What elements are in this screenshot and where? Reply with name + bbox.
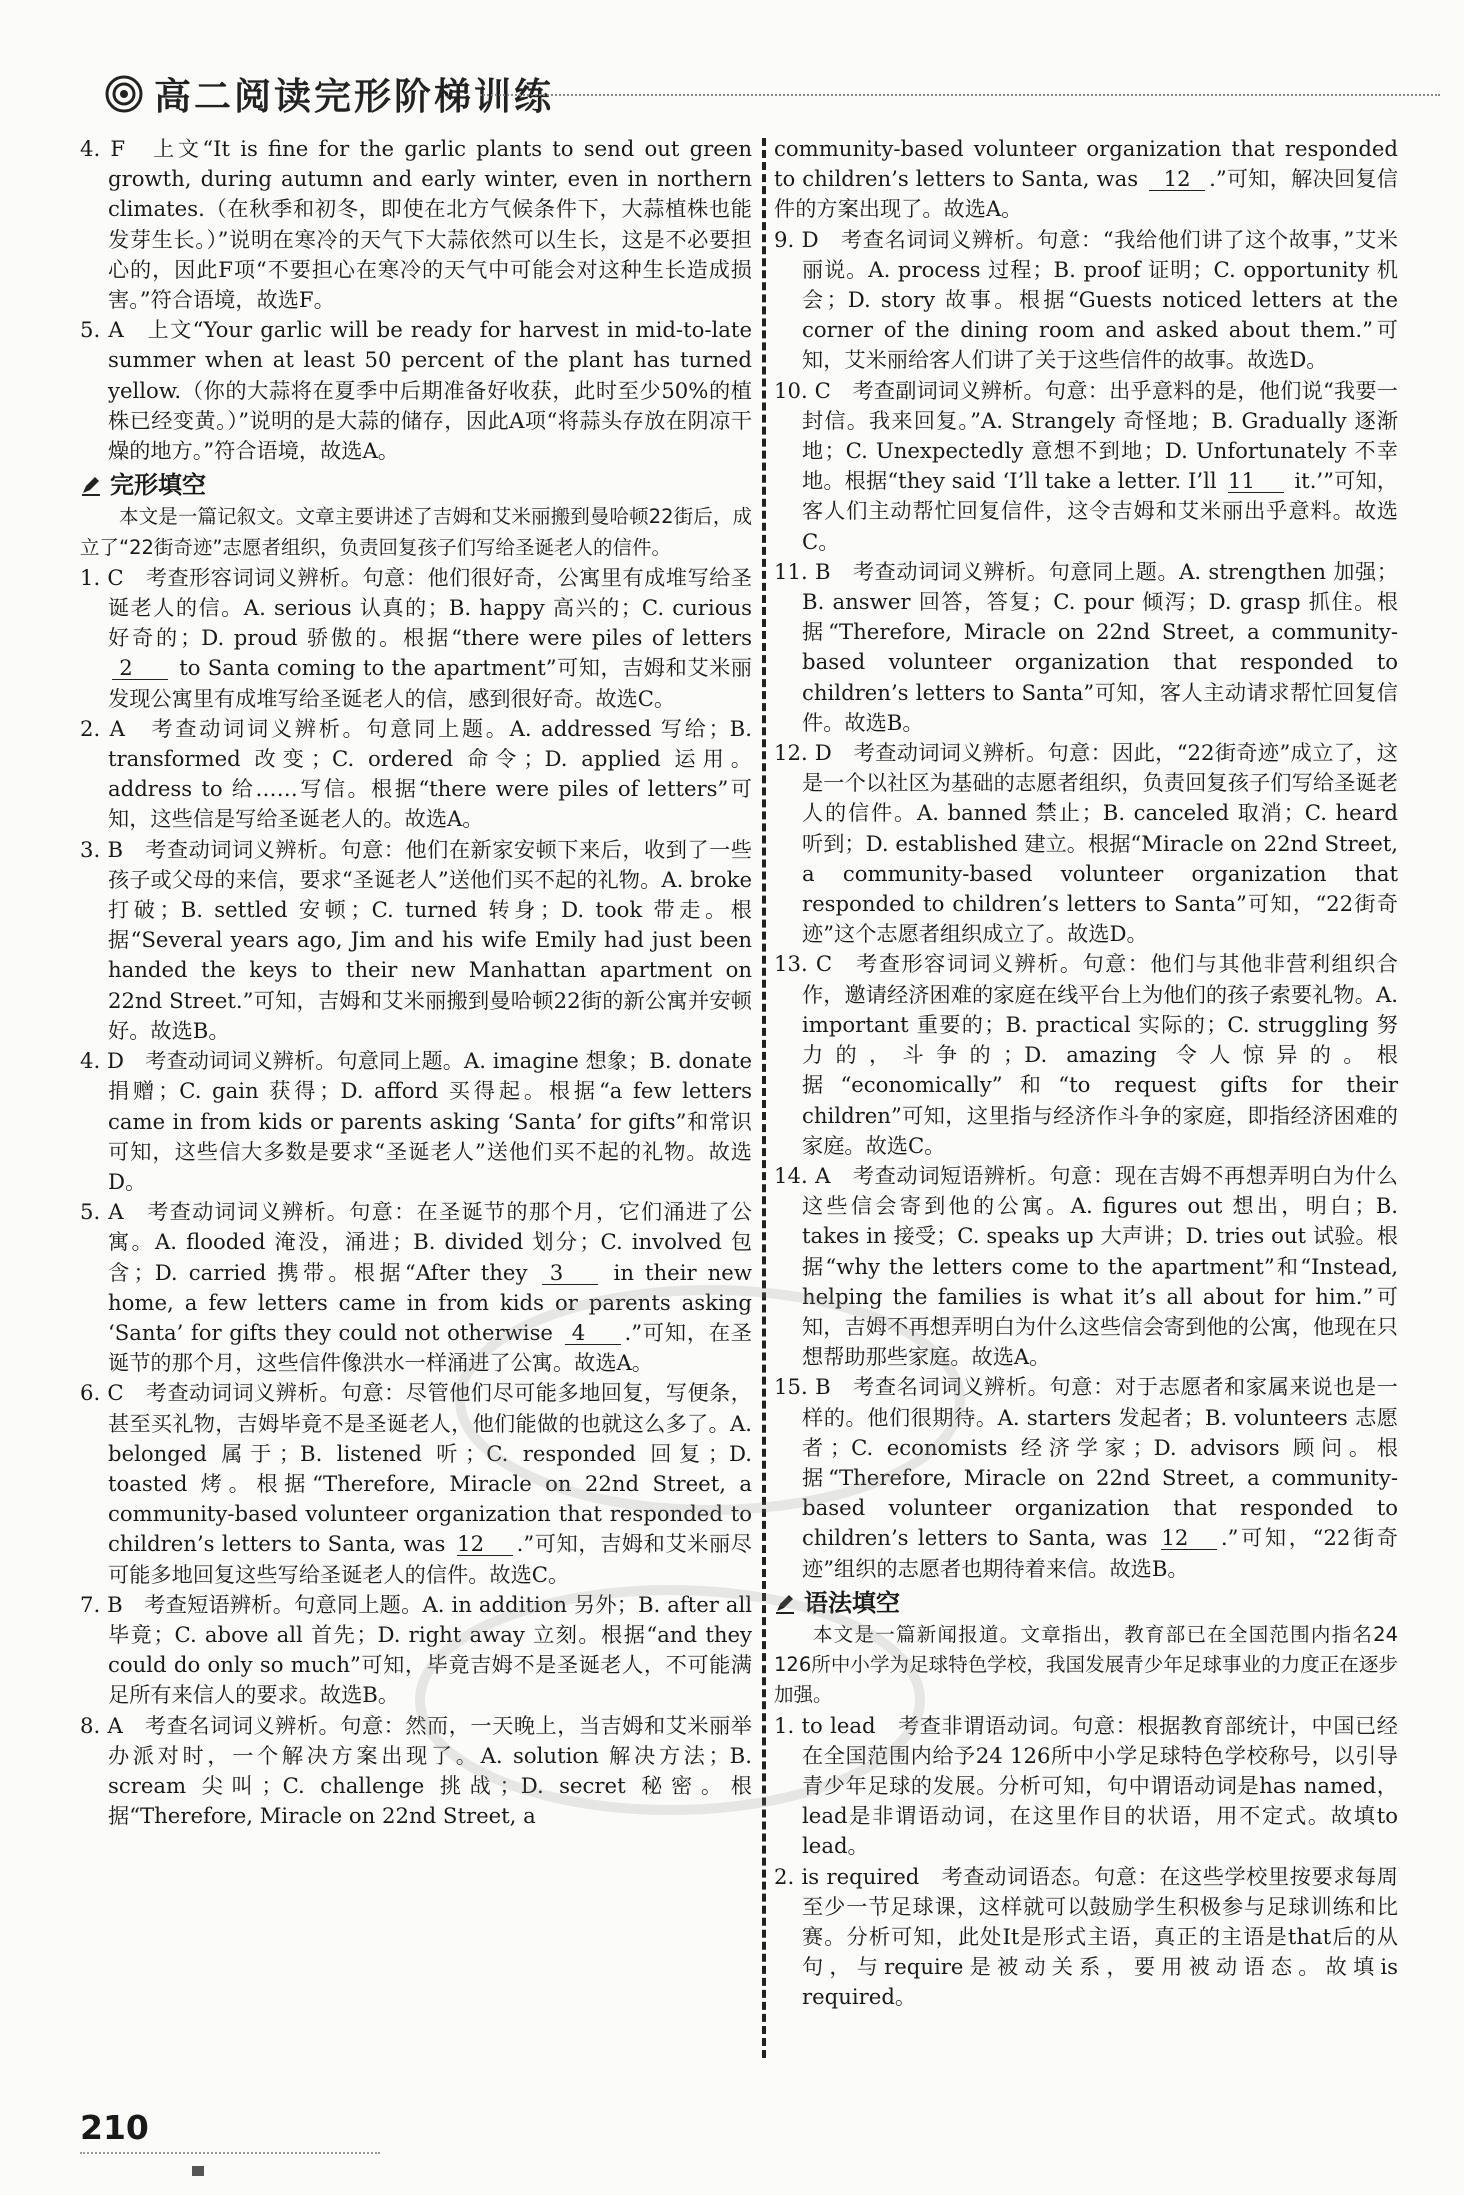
answer-explanation — [774, 1372, 1398, 1583]
answer-blank: 11 — [1228, 470, 1284, 493]
explanation-text: 7. B 考查短语辨析。句意同上题。A. in addition 另外；B. after all 毕竟；C. above all 首先；D. right away 立刻。根据“and they could do only so much”可知，毕竟吉姆不是圣诞老人，不可能满足所有来信人的要求。故选B。 — [80, 1591, 752, 1708]
answer-blank: 4 — [565, 1322, 621, 1345]
answer-blank: 3 — [542, 1262, 598, 1285]
explanation-text: 9. D 考查名词词义辨析。句意：“我给他们讲了这个故事，”艾米丽说。A. process 过程；B. proof 证明；C. opportunity 机会；D. story 故事。根据“Guests noticed letters at the corner of the dining room and asked about them.”可知，艾米丽给客人们讲了关于这些信件的故事。故选D。 — [774, 226, 1398, 373]
section-heading — [80, 470, 752, 500]
answer-explanation — [774, 134, 1398, 225]
answer-explanation — [774, 1161, 1398, 1372]
answer-explanation — [774, 738, 1398, 949]
answer-blank: 12 — [1161, 1527, 1217, 1550]
footer-square-mark — [192, 2166, 204, 2176]
explanation-text: 10. C 考查副词词义辨析。句意：出乎意料的是，他们说“我要一封信。我来回复。”A. Strangely 奇怪地；B. Gradually 逐渐地；C. Unexpectedly 意想不到地；D. Unfortunately 不幸地。根据“they said ‘I’ll take a letter. I’ll — [774, 377, 1398, 494]
explanation-text: .”可知，在圣诞节的那个月，这些信件像洪水一样涌进了公寓。故选A。 — [108, 1319, 752, 1376]
explanation-text: to Santa coming to the apartment”可知，吉姆和艾米丽发现公寓里有成堆写给圣诞老人的信，感到很好奇。故选C。 — [108, 655, 752, 711]
answer-explanation — [774, 225, 1398, 376]
answer-explanation — [80, 1378, 752, 1589]
section-heading-label: 语法填空 — [804, 1588, 900, 1617]
explanation-text: it.’”可知，客人们主动帮忙回复信件，这令吉姆和艾米丽出乎意料。故选C。 — [802, 468, 1399, 554]
book-title: 高二阅读完形阶梯训练 — [154, 75, 554, 118]
explanation-text: 3. B 考查动词词义辨析。句意：他们在新家安顿下来后，收到了一些孩子或父母的来信，要求“圣诞老人”送他们买不起的礼物。A. broke 打破；B. settled 安顿；C. turned 转身；D. took 带走。根据“Several years ago, Jim and his wife Emily had just been handed the keys to their new Manhattan apartment on 22nd Street.”可知，吉姆和艾米丽搬到曼哈顿22街的新公寓并安顿好。故选B。 — [80, 836, 752, 1043]
explanation-text: .”可知，解决回复信件的方案出现了。故选A。 — [774, 166, 1398, 222]
header-dotted-rule — [480, 94, 1440, 96]
spiral-logo-icon — [104, 74, 144, 114]
answer-explanation — [80, 134, 752, 315]
answer-blank: 12 — [1149, 168, 1205, 191]
explanation-text: 5. A 考查动词词义辨析。句意：在圣诞节的那个月，它们涌进了公寓。A. flooded 淹没，涌进；B. divided 划分；C. involved 包含；D. carried 携带。根据“After they — [80, 1199, 752, 1285]
answer-explanation — [774, 1862, 1398, 2013]
section-heading-label: 完形填空 — [110, 471, 206, 500]
explanation-text: community-based volunteer organization that responded to children’s letters to Santa, was — [774, 136, 1398, 192]
answer-explanation — [80, 835, 752, 1046]
explanation-text: .”可知，“22街奇迹”组织的志愿者也期待着来信。故选B。 — [802, 1525, 1398, 1581]
answer-explanation — [774, 557, 1398, 738]
answer-explanation — [80, 315, 752, 466]
right-column — [774, 134, 1398, 2013]
answer-blank: 12 — [457, 1533, 513, 1556]
explanation-text: .”可知，吉姆和艾米丽尽可能多地回复这些写给圣诞老人的信件。故选C。 — [108, 1531, 752, 1587]
page-header — [60, 64, 1400, 120]
explanation-text: 2. A 考查动词词义辨析。句意同上题。A. addressed 写给；B. transformed 改变；C. ordered 命令；D. applied 运用。address to 给……写信。根据“there were piles of letters”可知，这些信是写给圣诞老人的。故选A。 — [80, 715, 752, 832]
answer-explanation — [80, 714, 752, 835]
footer-dotted-rule — [80, 2152, 380, 2154]
passage-summary — [80, 502, 752, 562]
explanation-text: 15. B 考查名词词义辨析。句意：对于志愿者和家属来说也是一样的。他们很期待。A. starters 发起者；B. volunteers 志愿者；C. economists 经济学家；D. advisors 顾问。根据“Therefore, Miracle on 22nd Street, a community-based volunteer organization that responded to children’s letters to Santa, was — [774, 1374, 1398, 1551]
page-number: 210 — [80, 2108, 149, 2147]
column-divider — [762, 138, 766, 2058]
explanation-text: 8. A 考查名词词义辨析。句意：然而，一天晚上，当吉姆和艾米丽举办派对时，一个解决方案出现了。A. solution 解决方法；B. scream 尖叫；C. challenge 挑战；D. secret 秘密。根据“Therefore, Miracle on 22nd Street, a — [80, 1712, 752, 1829]
answer-explanation — [80, 1197, 752, 1378]
explanation-text: 13. C 考查形容词词义辨析。句意：他们与其他非营利组织合作，邀请经济困难的家庭在线平台上为他们的孩子索要礼物。A. important 重要的；B. practical 实际的；C. struggling 努力的，斗争的；D. amazing 令人惊异的。根据“economically”和“to request gifts for their children”可知，这里指与经济作斗争的家庭，即指经济困难的家庭。故选C。 — [774, 951, 1398, 1158]
answer-blank: 2 — [112, 657, 168, 680]
left-column — [80, 134, 752, 1831]
explanation-text: 4. D 考查动词词义辨析。句意同上题。A. imagine 想象；B. donate 捐赠；C. gain 获得；D. afford 买得起。根据“a few letters came in from kids or parents asking ‘Santa’ for gifts”和常识可知，这些信大多数是要求“圣诞老人”送他们买不起的礼物。故选D。 — [80, 1048, 752, 1194]
answer-explanation — [80, 563, 752, 714]
explanation-text: 1. C 考查形容词词义辨析。句意：他们很好奇，公寓里有成堆写给圣诞老人的信。A. serious 认真的；B. happy 高兴的；C. curious 好奇的；D. proud 骄傲的。根据“there were piles of letters — [80, 564, 752, 651]
passage-summary — [774, 1620, 1398, 1711]
pen-icon — [774, 1592, 796, 1614]
answer-explanation — [80, 1046, 752, 1197]
explanation-text: 12. D 考查动词词义辨析。句意：因此，“22街奇迹”成立了，这是一个以社区为基础的志愿者组织，负责回复孩子们写给圣诞老人的信件。A. banned 禁止；B. canceled 取消；C. heard 听到；D. established 建立。根据“Miracle on 22nd Street, a community-based volunteer organization that responded to children’s letters to Santa”可知，“22街奇迹”这个志愿者组织成立了。故选D。 — [774, 740, 1398, 947]
answer-explanation — [80, 1711, 752, 1832]
explanation-text: 6. C 考查动词词义辨析。句意：尽管他们尽可能多地回复，写便条，甚至买礼物，吉姆毕竟不是圣诞老人，他们能做的也就这么多了。A. belonged 属于；B. listened 听；C. responded 回复；D. toasted 烤。根据“Therefore, Miracle on 22nd Street, a community-based volunteer organization that responded to children’s letters to Santa, was — [80, 1380, 752, 1557]
explanation-text: 4. F 上文“It is fine for the garlic plants to send out green growth, during autumn and early winter, even in northern climates.（在秋季和初冬，即使在北方气候条件下，大蒜植株也能发芽生长。）”说明在寒冷的天气下大蒜依然可以生长，这是不必要担心的，因此F项“不要担心在寒冷的天气中可能会对这种生长造成损害。”符合语境，故选F。 — [80, 136, 752, 313]
explanation-text: 本文是一篇新闻报道。文章指出，教育部已在全国范围内指名24 126所中小学为足球特色学校，我国发展青少年足球事业的力度正在逐步加强。 — [774, 1622, 1398, 1707]
answer-explanation — [774, 376, 1398, 557]
explanation-text: 2. is required 考查动词语态。句意：在这些学校里按要求每周至少一节足球课，这样就可以鼓励学生积极参与足球训练和比赛。分析可知，此处It是形式主语，真正的主语是that后的从句，与require是被动关系，要用被动语态。故填is required。 — [774, 1863, 1398, 2010]
pen-icon — [80, 474, 102, 496]
explanation-text: 1. to lead 考查非谓语动词。句意：根据教育部统计，中国已经在全国范围内给予24 126所中小学足球特色学校称号，以引导青少年足球的发展。分析可知，句中谓语动词是has named，lead是非谓语动词，在这里作目的状语，用不定式。故填to lead。 — [774, 1712, 1398, 1859]
answer-explanation — [774, 949, 1398, 1160]
section-heading — [774, 1588, 1398, 1618]
explanation-text: 11. B 考查动词词义辨析。句意同上题。A. strengthen 加强；B. answer 回答，答复；C. pour 倾泻；D. grasp 抓住。根据“Therefore, Miracle on 22nd Street, a community-based volunteer organization that responded to children’s letters to Santa”可知，客人主动请求帮忙回复信件。故选B。 — [774, 558, 1398, 735]
explanation-text: 14. A 考查动词短语辨析。句意：现在吉姆不再想弄明白为什么这些信会寄到他的公寓。A. figures out 想出，明白；B. takes in 接受；C. speaks up 大声讲；D. tries out 试验。根据“why the letters come to the apartment”和“Instead, helping the families is what it’s all about for him.”可知，吉姆不再想弄明白为什么这些信会寄到他的公寓，他现在只想帮助那些家庭。故选A。 — [774, 1162, 1398, 1370]
explanation-text: in their new home, a few letters came in from kids or parents asking ‘Santa’ for gifts they could not otherwise — [108, 1259, 752, 1345]
explanation-text: 本文是一篇记叙文。文章主要讲述了吉姆和艾米丽搬到曼哈顿22街后，成立了“22街奇迹”志愿者组织，负责回复孩子们写给圣诞老人的信件。 — [80, 505, 752, 559]
answer-explanation — [80, 1590, 752, 1711]
explanation-text: 5. A 上文“Your garlic will be ready for harvest in mid-to-late summer when at least 50 percent of the plant has turned yellow.（你的大蒜将在夏季中后期准备好收获，此时至少50%的植株已经变黄。）”说明的是大蒜的储存，因此A项“将蒜头存放在阴凉干燥的地方。”符合语境，故选A。 — [80, 317, 753, 464]
answer-explanation — [774, 1711, 1398, 1862]
